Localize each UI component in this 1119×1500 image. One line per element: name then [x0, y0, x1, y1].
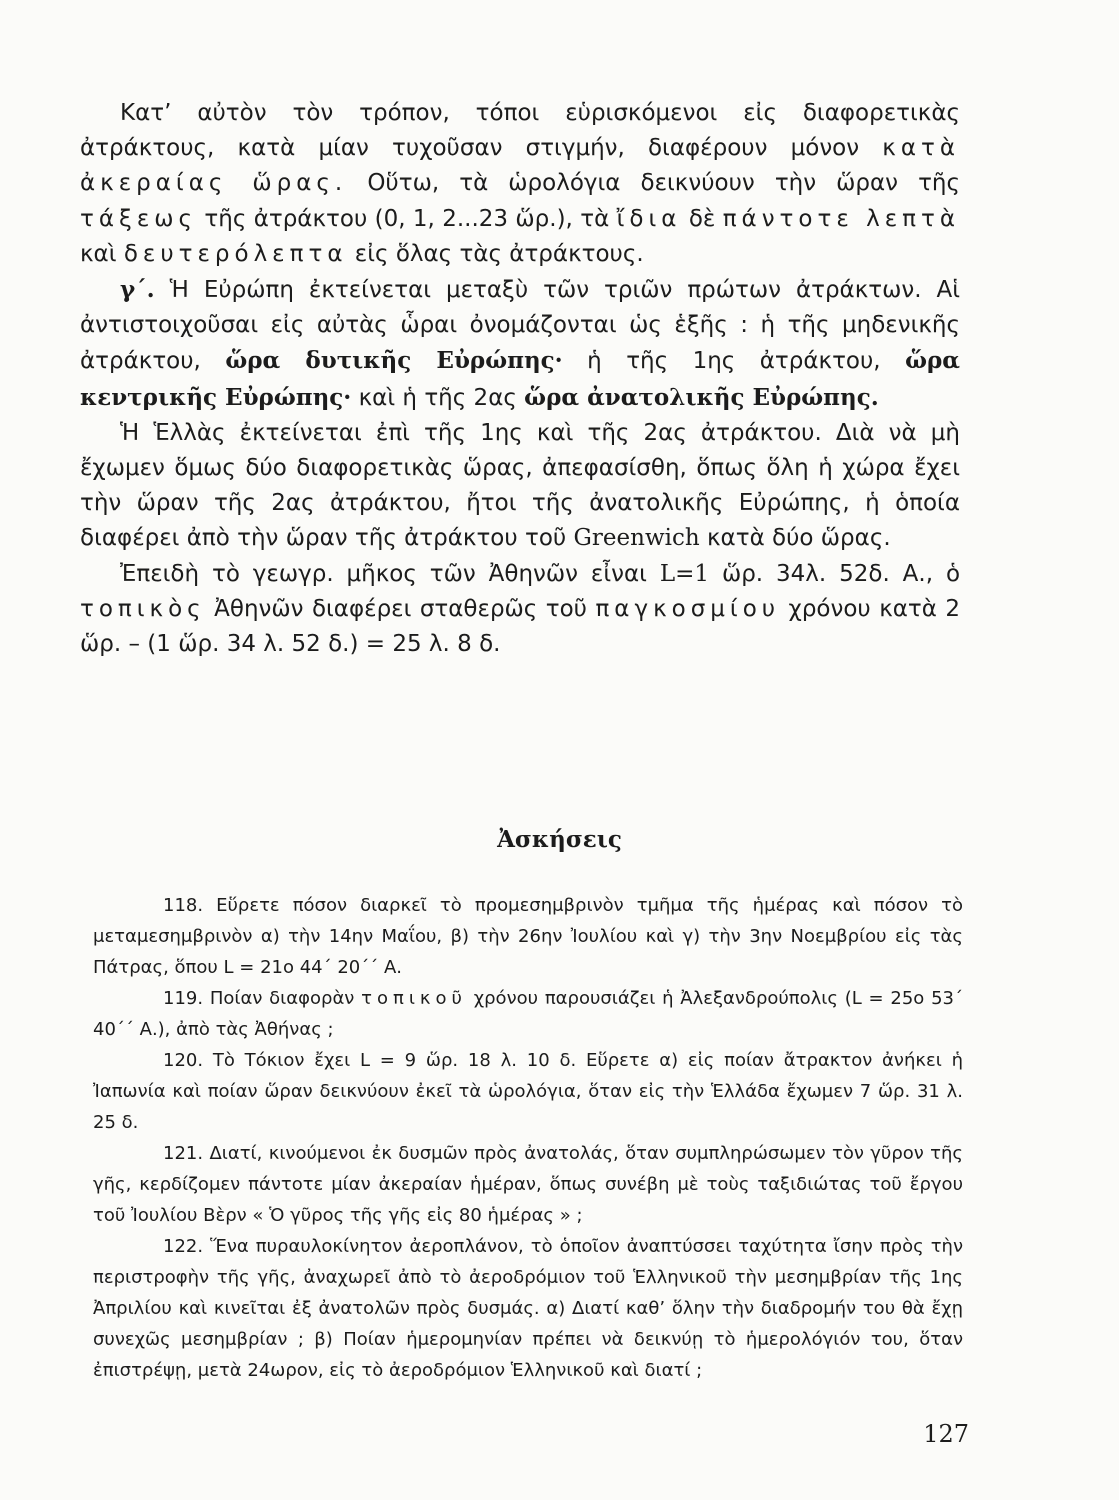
exercise-119	[93, 983, 963, 1045]
text-span: 119. Ποίαν διαφορὰν	[163, 988, 355, 1009]
spaced-term: ἴδια	[616, 205, 682, 232]
text-span: καὶ	[80, 240, 117, 267]
bold-term: ὥρα ἀνατολικῆς Εὐρώπης.	[524, 383, 879, 411]
paragraph-time-zones	[80, 96, 960, 272]
exercise-118: 118. Εὕρετε πόσον διαρκεῖ τὸ προμεσημβρινὸν τμῆμα τῆς ἡμέρας καὶ πόσον τὸ μεταμεσημβρινὸν α) τὴν 14ην Μαΐου, β) τὴν 26ην Ἰουλίου καὶ γ) τὴν 3ην Νοεμβρίου εἰς τὰς Πάτρας, ὅπου L = 21ο 44΄ 20΄΄ Α.	[93, 895, 963, 978]
text-span: δὲ	[688, 205, 716, 232]
exercise-120: 120. Τὸ Τόκιον ἔχει L = 9 ὥρ. 18 λ. 10 δ. Εὕρετε α) εἰς ποίαν ἄτρακτον ἀνήκει ἡ Ἰαπωνία καὶ ποίαν ὥραν δεικνύουν ἐκεῖ τὰ ὡρολόγια, ὅταν εἰς τὴν Ἑλλάδα ἔχωμεν 7 ὥρ. 31 λ. 25 δ.	[93, 1050, 963, 1133]
paragraph-athens-time	[80, 557, 960, 663]
spaced-term: τοπικοῦ	[361, 988, 467, 1009]
spaced-term: παγκοσμίου	[595, 595, 781, 622]
text-span: Οὕτω, τὰ ὡρολόγια δεικνύουν τὴν ὥραν τῆς	[367, 170, 961, 197]
text-span: εἰς ὅλας τὰς ἀτράκτους.	[354, 240, 644, 267]
paragraph-europe-zones	[80, 272, 960, 416]
text-span: ἡ τῆς 1ης ἀτράκτου,	[587, 348, 881, 375]
exercise-122: 122. Ἕνα πυραυλοκίνητον ἀεροπλάνον, τὸ ὁποῖον ἀναπτύσσει ταχύτητα ἴσην πρὸς τὴν περιστροφὴν τῆς γῆς, ἀναχωρεῖ ἀπὸ τὸ ἀεροδρόμιον τοῦ Ἑλληνικοῦ τὴν μεσημβρίαν τῆς 1ης Ἀπριλίου καὶ κινεῖται ἐξ ἀνατολῶν πρὸς δυσμάς. α) Διατί καθ’ ὅλην τὴν διαδρομήν του θὰ ἔχῃ συνεχῶς μεσημβρίαν ; β) Ποίαν ἡμερομηνίαν πρέπει νὰ δεικνύῃ τὸ ἡμερολόγιόν του, ὅταν ἐπιστρέψῃ, μετὰ 24ωρον, εἰς τὸ ἀεροδρόμιον Ἑλληνικοῦ καὶ διατί ;	[93, 1236, 963, 1381]
exercises-list	[93, 890, 963, 1386]
text-span: χρόνου κατὰ 2 ὥρ. – (1 ὥρ. 34 λ. 52 δ.) = 25 λ. 8 δ.	[80, 595, 961, 658]
text-span: Ἀθηνῶν διαφέρει σταθερῶς τοῦ	[214, 595, 587, 622]
serif-term: Greenwich	[573, 525, 700, 552]
bold-term: ὥρα κεντρικῆς Εὐρώπης·	[80, 347, 960, 411]
bold-term: ὥρα δυτικῆς Εὐρώπης·	[225, 347, 563, 375]
page-number: 127	[923, 1420, 969, 1448]
text-span: Ἐπειδὴ τὸ γεωγρ. μῆκος τῶν Ἀθηνῶν εἶναι	[120, 560, 647, 587]
spaced-term: κατὰ ἀκεραίας ὥρας.	[80, 135, 961, 197]
section-marker: γ΄.	[120, 276, 155, 304]
text-span: Ἡ Εὐρώπη ἐκτείνεται μεταξὺ τῶν τριῶν πρώτων ἀτράκτων. Αἱ ἀντιστοιχοῦσαι εἰς αὐτὰς ὧραι ὀνομάζονται ὡς ἑξῆς : ἡ τῆς μηδενικῆς ἀτράκτου,	[80, 277, 960, 375]
text-span: Κατ’ αὐτὸν τὸν τρόπον, τόποι εὑρισκόμενοι εἰς διαφορετικὰς ἀτράκτους, κατὰ μίαν τυχοῦσαν στιγμήν, διαφέρουν μόνον	[80, 100, 960, 162]
main-text	[80, 96, 960, 662]
formula: L=1	[659, 560, 710, 587]
text-span: κατὰ δύο ὥρας.	[707, 525, 891, 552]
spaced-term: τοπικὸς	[80, 595, 206, 622]
spaced-term: πάντοτε λεπτὰ	[722, 205, 961, 232]
spaced-term: δευτερόλεπτα	[123, 240, 348, 267]
text-span: τῆς ἀτράκτου (0, 1, 2...23 ὥρ.), τὰ	[204, 205, 610, 232]
text-span: Ἡ Ἑλλὰς ἐκτείνεται ἐπὶ τῆς 1ης καὶ τῆς 2ας ἀτράκτου. Διὰ νὰ μὴ ἔχωμεν ὅμως δύο διαφορετικὰς ὥρας, ἀπεφασίσθη, ὅπως ὅλη ἡ χώρα ἔχει τὴν ὥραν τῆς 2ας ἀτράκτου, ἤτοι τῆς ἀνατολικῆς Εὐρώπης, ἡ ὁποία διαφέρει ἀπὸ τὴν ὥραν τῆς ἀτράκτου τοῦ	[80, 419, 960, 552]
exercise-121: 121. Διατί, κινούμενοι ἐκ δυσμῶν πρὸς ἀνατολάς, ὅταν συμπληρώσωμεν τὸν γῦρον τῆς γῆς, κερδίζομεν πάντοτε μίαν ἀκεραίαν ἡμέραν, ὅπως συνέβη μὲ τοὺς ταξιδιώτας τοῦ ἔργου τοῦ Ἰουλίου Βὲρν « Ὁ γῦρος τῆς γῆς εἰς 80 ἡμέρας » ;	[93, 1143, 963, 1226]
text-span: ὥρ. 34λ. 52δ. Α., ὁ	[721, 560, 961, 587]
text-span: χρόνου παρουσιάζει ἡ Ἀλεξανδρούπολις (L = 25ο 53΄ 40΄΄ Α.), ἀπὸ τὰς Ἀθήνας ;	[93, 988, 963, 1040]
paragraph-greece-zone	[80, 416, 960, 557]
spaced-term: τάξεως	[80, 205, 198, 232]
exercises-heading: Ἀσκήσεις	[497, 826, 622, 853]
text-span: καὶ ἡ τῆς 2ας	[358, 384, 517, 411]
